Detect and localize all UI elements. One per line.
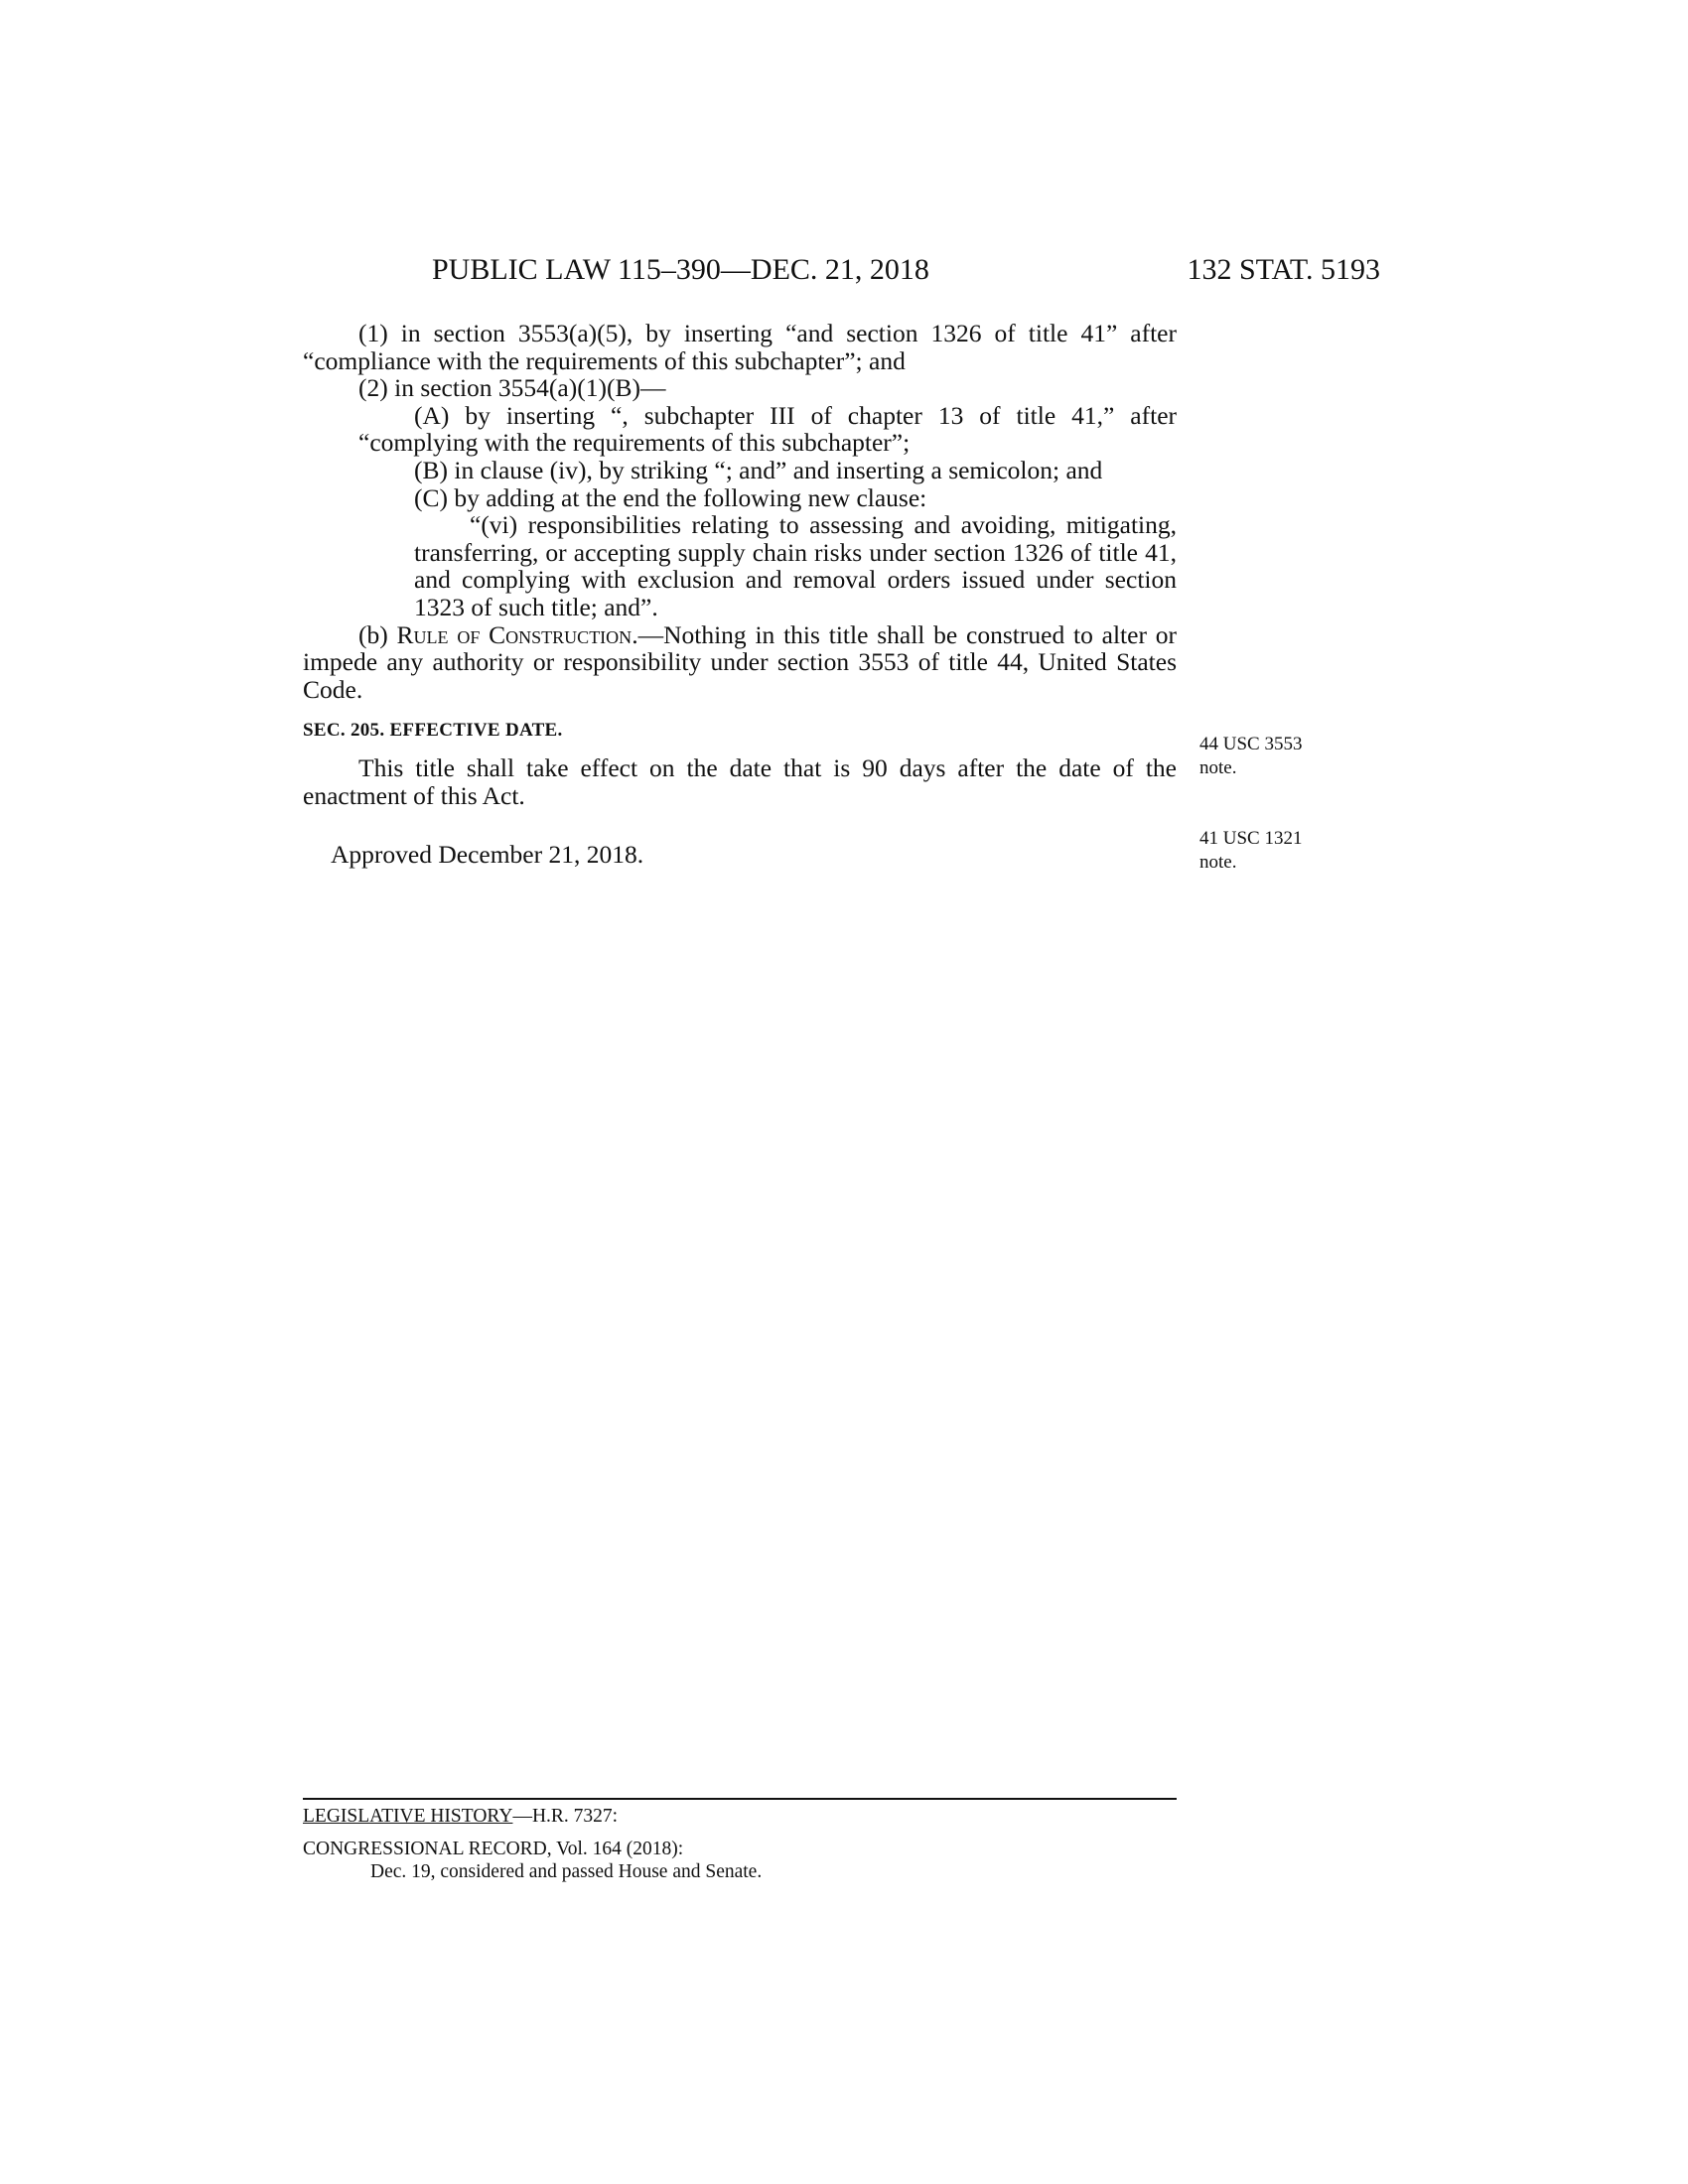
- statute-page-number: 132 STAT. 5193: [1187, 253, 1380, 286]
- clause-vi: “(vi) responsibilities relating to assessing and avoiding, mitigating, transferring, or accepting supply chain risks under section 1326 of title 41, and complying with exclusion and removal orders issued under section 1323 of such title; and”.: [414, 510, 1177, 621]
- legislative-history-bill: —H.R. 7327:: [512, 1806, 619, 1827]
- legislative-history-heading: LEGISLATIVE HISTORY: [303, 1806, 513, 1827]
- section-205-heading: SEC. 205. EFFECTIVE DATE.: [303, 720, 563, 742]
- page-title: PUBLIC LAW 115–390—DEC. 21, 2018: [432, 253, 929, 286]
- approval-date: Approved December 21, 2018.: [331, 840, 644, 870]
- legislative-history-heading-line: [303, 1805, 1196, 1828]
- subsection-b: [303, 621, 1177, 704]
- running-header: [303, 250, 1380, 290]
- subparagraph-b: (B) in clause (iv), by striking “; and” and inserting a semicolon; and: [414, 455, 1103, 484]
- margin-note-41-usc-note: note.: [1199, 852, 1237, 873]
- legislative-history: [303, 1805, 1196, 1883]
- margin-note-44-usc-citation: 44 USC 3553: [1199, 734, 1303, 754]
- subparagraph-a: (A) by inserting “, subchapter III of chapter 13 of title 41,” after “complying with the requirements of this subchapter”;: [358, 400, 1177, 458]
- body-text: [303, 320, 1177, 869]
- margin-note-44-usc-note: note.: [1199, 757, 1237, 778]
- subsection-b-caption: Rule of Construction: [396, 619, 633, 649]
- congressional-record: CONGRESSIONAL RECORD, Vol. 164 (2018):: [303, 1839, 684, 1859]
- subsection-b-label: (b): [358, 619, 397, 649]
- footnote-divider: [303, 1798, 1177, 1800]
- subsection-b-text: .—Nothing in this title shall be construed to alter or impede any authority or responsibility under section 3553 of title 44, United States Code.: [303, 619, 1177, 704]
- paragraph-2: (2) in section 3554(a)(1)(B)—: [358, 373, 666, 403]
- margin-note-41-usc: [1199, 827, 1358, 875]
- congressional-action: Dec. 19, considered and passed House and Senate.: [370, 1861, 763, 1882]
- subparagraph-c: (C) by adding at the end the following new clause:: [414, 482, 927, 512]
- section-205-text: This title shall take effect on the date that is 90 days after the date of the enactment of this Act.: [303, 752, 1177, 810]
- paragraph-1: (1) in section 3553(a)(5), by inserting “and section 1326 of title 41” after “compliance with the requirements of this subchapter”; and: [303, 319, 1177, 375]
- margin-note-44-usc: [1199, 733, 1358, 780]
- margin-note-41-usc-citation: 41 USC 1321: [1199, 828, 1303, 849]
